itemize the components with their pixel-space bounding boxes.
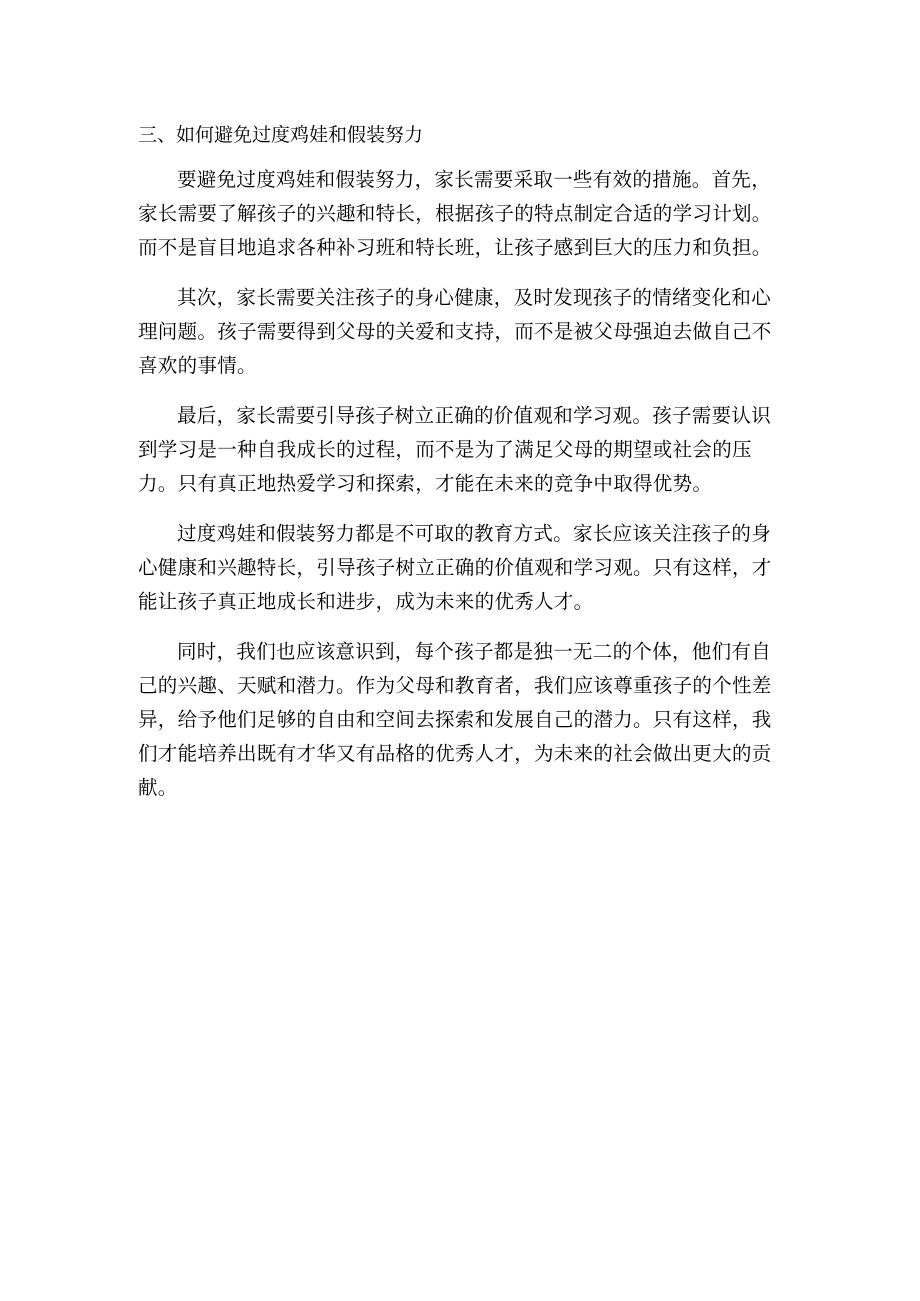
paragraph-3: 最后，家长需要引导孩子树立正确的价值观和学习观。孩子需要认识到学习是一种自我成长的过程，而不是为了满足父母的期望或社会的压力。只有真正地热爱学习和探索，才能在未来的竞争中取得优势。 bbox=[138, 404, 772, 495]
paragraph-4: 过度鸡娃和假装努力都是不可取的教育方式。家长应该关注孩子的身心健康和兴趣特长，引导孩子树立正确的价值观和学习观。只有这样，才能让孩子真正地成长和进步，成为未来的优秀人才。 bbox=[138, 522, 772, 613]
section-heading: 三、如何避免过度鸡娃和假装努力 bbox=[138, 124, 424, 146]
paragraph-5: 同时，我们也应该意识到，每个孩子都是独一无二的个体，他们有自己的兴趣、天赋和潜力。作为父母和教育者，我们应该尊重孩子的个性差异，给予他们足够的自由和空间去探索和发展自己的潜力。只有这样，我们才能培养出既有才华又有品格的优秀人才，为未来的社会做出更大的贡献。 bbox=[138, 640, 772, 799]
paragraph-1: 要避免过度鸡娃和假装努力，家长需要采取一些有效的措施。首先，家长需要了解孩子的兴趣和特长，根据孩子的特点制定合适的学习计划。而不是盲目地追求各种补习班和特长班，让孩子感到巨大的压力和负担。 bbox=[138, 168, 772, 259]
paragraph-2: 其次，家长需要关注孩子的身心健康，及时发现孩子的情绪变化和心理问题。孩子需要得到父母的关爱和支持，而不是被父母强迫去做自己不喜欢的事情。 bbox=[138, 286, 772, 377]
document-body bbox=[138, 163, 784, 821]
